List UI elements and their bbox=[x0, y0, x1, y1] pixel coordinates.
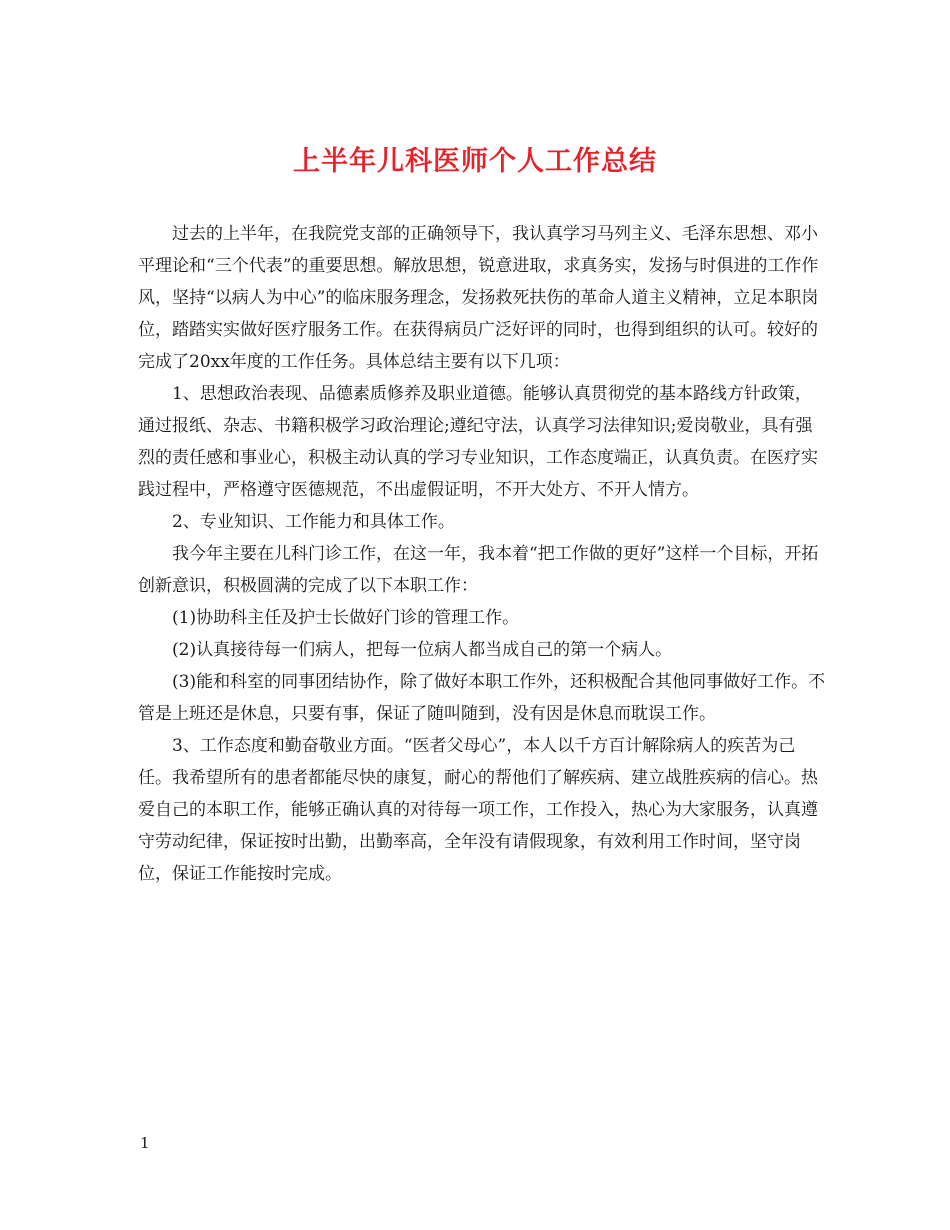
paragraph-section-3: 3、工作态度和勤奋敬业方面。“医者父母心”，本人以千方百计解除病人的疾苦为己任。我希望所有的患者都能尽快的康复，耐心的帮他们了解疾病、建立战胜疾病的信心。热爱自己的本职工作，能够正确认真的对待每一项工作，工作投入，热心为大家服务，认真遵守劳动纪律，保证按时出勤，出勤率高，全年没有请假现象，有效利用工作时间，坚守岗位，保证工作能按时完成。 bbox=[138, 736, 818, 884]
paragraph-intro: 过去的上半年，在我院党支部的正确领导下，我认真学习马列主义、毛泽东思想、邓小平理论和“三个代表”的重要思想。解放思想，锐意进取，求真务实，发扬与时俱进的工作作风，坚持“以病人为中心”的临床服务理念，发扬救死扶伤的革命人道主义精神，立足本职岗位，踏踏实实做好医疗服务工作。在获得病员广泛好评的同时，也得到组织的认可。较好的完成了20xx年度的工作任务。具体总结主要有以下几项： bbox=[138, 224, 819, 372]
document-title: 上半年儿科医师个人工作总结 bbox=[293, 146, 657, 177]
paragraph-section-1: 1、思想政治表现、品德素质修养及职业道德。能够认真贯彻党的基本路线方针政策，通过报纸、杂志、书籍积极学习政治理论;遵纪守法，认真学习法律知识;爱岗敬业，具有强烈的责任感和事业心，积极主动认真的学习专业知识，工作态度端正，认真负责。在医疗实践过程中，严格遵守医德规范，不出虚假证明，不开大处方、不开人情方。 bbox=[138, 384, 818, 500]
paragraph-section-2-heading: 2、专业知识、工作能力和具体工作。 bbox=[172, 512, 455, 532]
page-number: 1 bbox=[140, 1134, 150, 1152]
paragraph-item-1: (1)协助科主任及护士长做好门诊的管理工作。 bbox=[172, 608, 520, 628]
document-body bbox=[138, 218, 828, 890]
paragraph-section-2-intro: 我今年主要在儿科门诊工作，在这一年，我本着“把工作做的更好”这样一个目标，开拓创新意识，积极圆满的完成了以下本职工作： bbox=[138, 544, 819, 596]
paragraph-item-2: (2)认真接待每一们病人，把每一位病人都当成自己的第一个病人。 bbox=[172, 640, 673, 660]
paragraph-item-3: (3)能和科室的同事团结协作，除了做好本职工作外，还积极配合其他同事做好工作。不管是上班还是休息，只要有事，保证了随叫随到，没有因是休息而耽误工作。 bbox=[138, 672, 826, 724]
